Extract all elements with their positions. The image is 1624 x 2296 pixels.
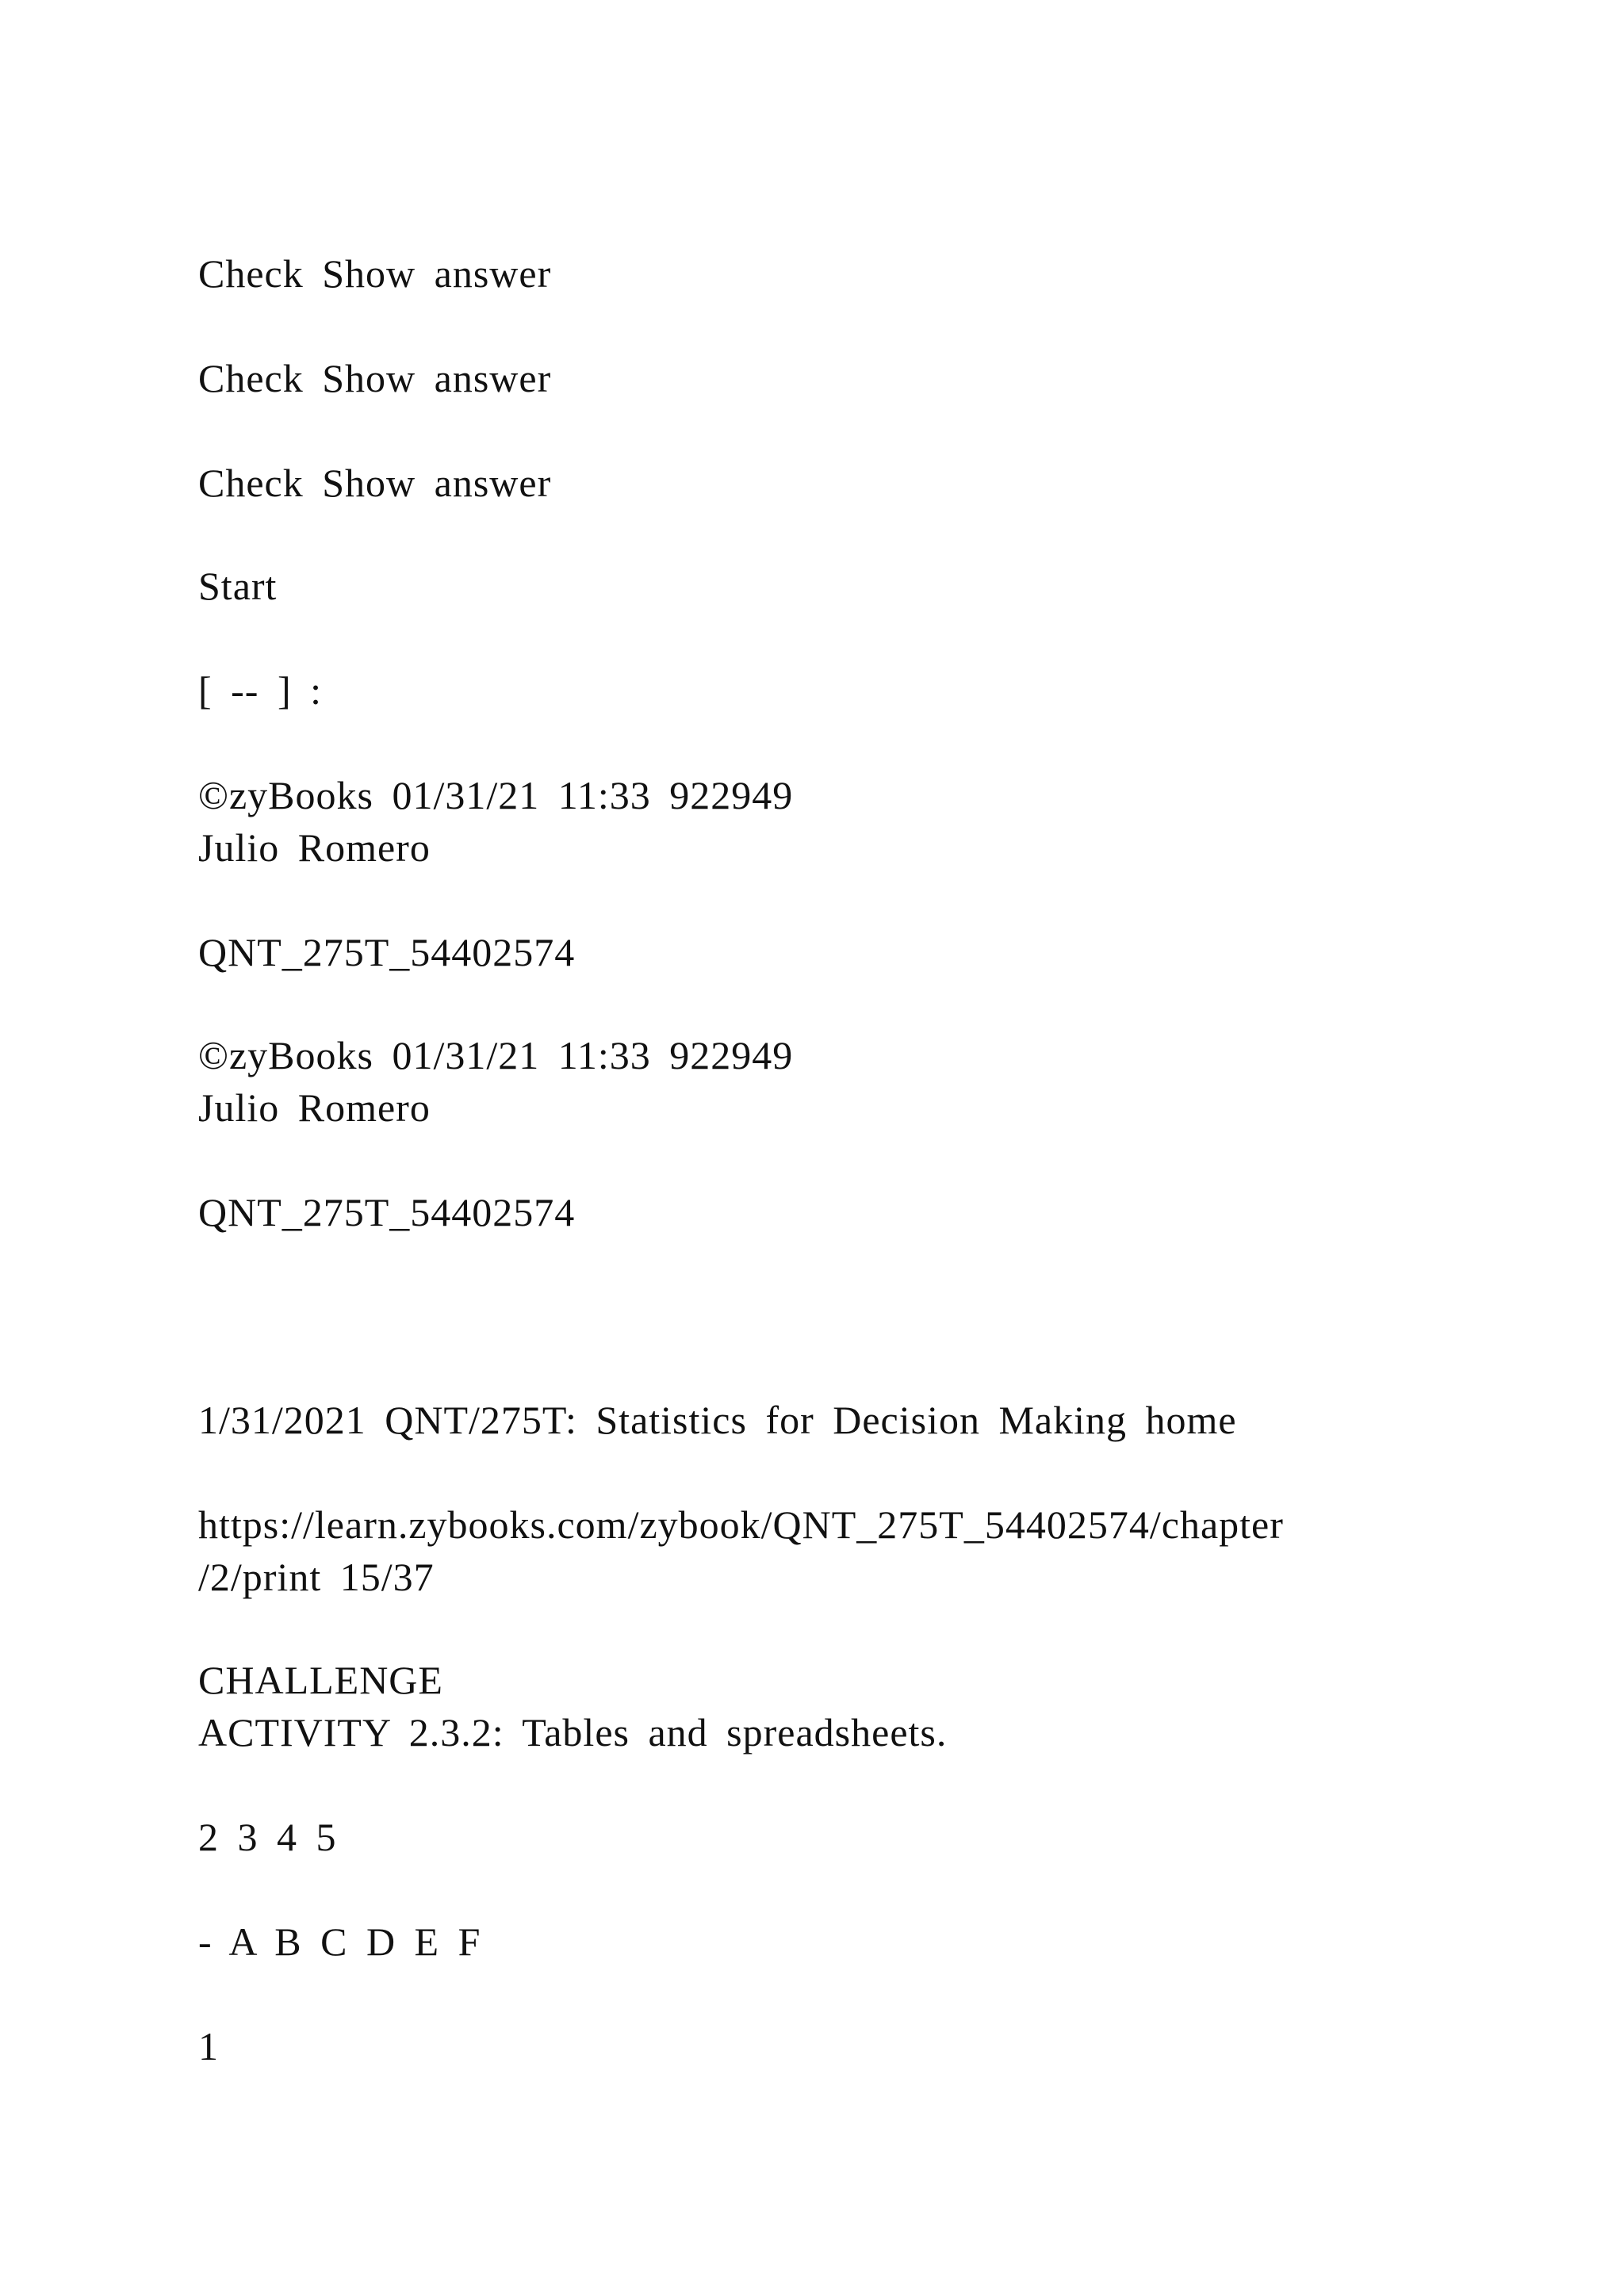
bracket-placeholder: [ -- ] : (198, 668, 322, 713)
check-show-answer-2: Check Show answer (198, 356, 552, 400)
watermark-course-1: QNT_275T_54402574 (198, 930, 576, 974)
step-numbers: 2 3 4 5 (198, 1815, 337, 1859)
check-show-answer-3: Check Show answer (198, 461, 552, 505)
start-text: Start (198, 564, 278, 608)
activity-label: CHALLENGE (198, 1658, 443, 1702)
activity-title: ACTIVITY 2.3.2: Tables and spreadsheets. (198, 1710, 948, 1755)
spreadsheet-column-headers: - A B C D E F (198, 1919, 481, 1964)
watermark-user-2: Julio Romero (198, 1085, 431, 1130)
check-show-answer-1: Check Show answer (198, 251, 552, 296)
print-url-continued: /2/print 15/37 (198, 1555, 435, 1599)
print-url: https://learn.zybooks.com/zybook/QNT_275T_54402574/chapter (198, 1502, 1284, 1547)
watermark-user-1: Julio Romero (198, 825, 431, 870)
watermark-copyright-2: ©zyBooks 01/31/21 11:33 922949 (198, 1033, 794, 1077)
watermark-course-2: QNT_275T_54402574 (198, 1190, 576, 1234)
print-header: 1/31/2021 QNT/275T: Statistics for Decision Making home (198, 1398, 1237, 1442)
spreadsheet-row-number: 1 (198, 2024, 219, 2068)
watermark-copyright-1: ©zyBooks 01/31/21 11:33 922949 (198, 773, 794, 817)
